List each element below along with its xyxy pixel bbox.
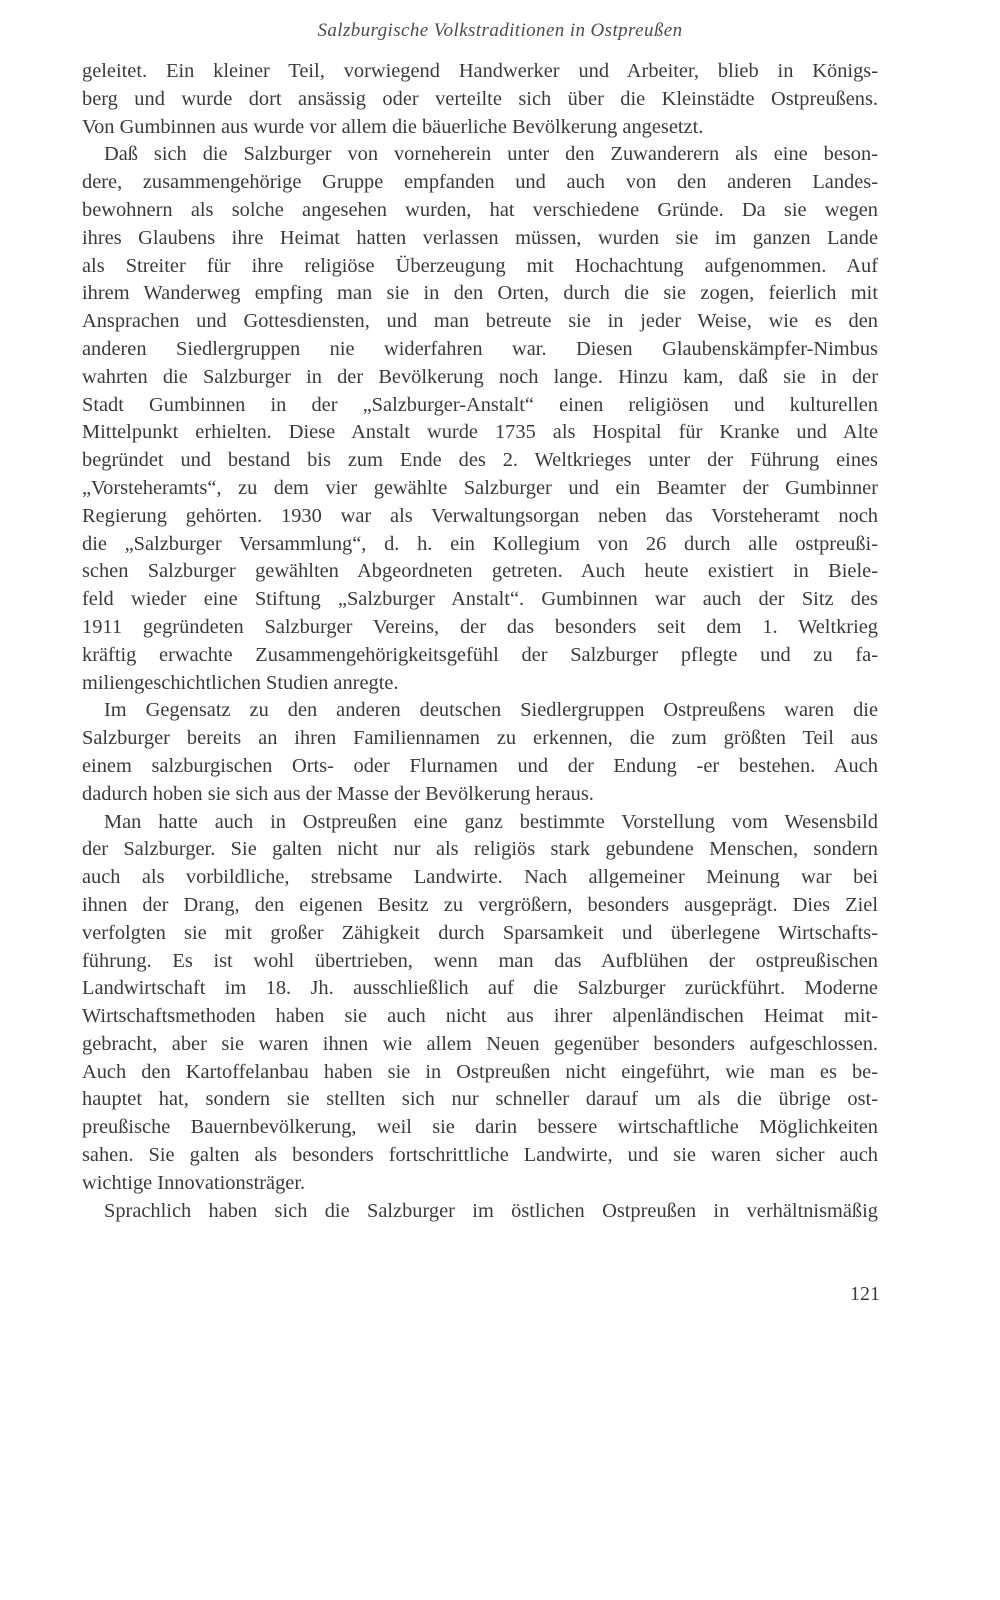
paragraph (82, 809, 878, 1198)
body-text (82, 58, 878, 1225)
paragraph (82, 697, 878, 808)
text-line: anderen Siedlergruppen nie widerfahren war. Diesen Glaubenskämpfer-Nimbus (82, 337, 878, 360)
paragraph (82, 58, 878, 141)
text-line: Wirtschaftsmethoden haben sie auch nicht aus ihrer alpenländischen Heimat mit- (82, 1005, 878, 1028)
text-line: geleitet. Ein kleiner Teil, vorwiegend Handwerker und Arbeiter, blieb in Königs- (82, 60, 878, 82)
text-line: begründet und bestand bis zum Ende des 2. Weltkrieges unter der Führung eines (82, 449, 878, 472)
text-line: ihres Glaubens ihre Heimat hatten verlassen müssen, wurden sie im ganzen Lande (82, 226, 878, 249)
text-line: der Salzburger. Sie galten nicht nur als religiös stark gebundene Menschen, sondern (82, 838, 878, 861)
text-line: Stadt Gumbinnen in der „Salzburger-Anstalt“ einen religiösen und kulturellen (82, 393, 878, 416)
text-line: als Streiter für ihre religiöse Überzeugung mit Hochachtung aufgenommen. Auf (82, 254, 878, 277)
page-number: 121 (850, 1283, 880, 1305)
text-line: feld wieder eine Stiftung „Salzburger Anstalt“. Gumbinnen war auch der Sitz des (82, 588, 878, 611)
text-line: Von Gumbinnen aus wurde vor allem die bäuerliche Bevölkerung angesetzt. (82, 115, 704, 138)
text-line: Mittelpunkt erhielten. Diese Anstalt wurde 1735 als Hospital für Kranke und Alte (82, 421, 878, 444)
text-line: dadurch hoben sie sich aus der Masse der Bevölkerung heraus. (82, 782, 594, 805)
text-line: auch als vorbildliche, strebsame Landwirte. Nach allgemeiner Meinung war bei (82, 866, 878, 889)
text-line: Ansprachen und Gottesdiensten, und man betreute sie in jeder Weise, wie es den (82, 310, 878, 333)
text-line: Im Gegensatz zu den anderen deutschen Siedlergruppen Ostpreußens waren die (104, 699, 878, 722)
text-line: führung. Es ist wohl übertrieben, wenn man das Aufblühen der ostpreußischen (82, 949, 878, 972)
text-line: ihrem Wanderweg empfing man sie in den Orten, durch die sie zogen, feierlich mit (82, 282, 878, 305)
text-line: verfolgten sie mit großer Zähigkeit durch Sparsamkeit und überlegene Wirtschafts- (82, 921, 878, 944)
running-head: Salzburgische Volkstraditionen in Ostpreußen (317, 20, 683, 41)
text-line: kräftig erwachte Zusammengehörigkeitsgefühl der Salzburger pflegte und zu fa- (82, 643, 878, 666)
text-line: wichtige Innovationsträger. (82, 1171, 306, 1194)
text-line: wahrten die Salzburger in der Bevölkerung noch lange. Hinzu kam, daß sie in der (82, 365, 878, 388)
text-line: Auch den Kartoffelanbau haben sie in Ostpreußen nicht eingeführt, wie man es be- (82, 1060, 878, 1083)
text-line: schen Salzburger gewählten Abgeordneten getreten. Auch heute existiert in Biele- (82, 560, 878, 583)
text-line: „Vorsteheramts“, zu dem vier gewählte Salzburger und ein Beamter der Gumbinner (82, 476, 878, 499)
text-line: die „Salzburger Versammlung“, d. h. ein Kollegium von 26 durch alle ostpreußi- (82, 532, 878, 555)
text-line: Landwirtschaft im 18. Jh. ausschließlich auf die Salzburger zurückführt. Moderne (82, 977, 878, 1000)
text-line: sahen. Sie galten als besonders fortschrittliche Landwirte, und sie waren sicher auch (82, 1144, 878, 1167)
paragraph (82, 141, 878, 697)
text-line: ihnen der Drang, den eigenen Besitz zu vergrößern, besonders ausgeprägt. Dies Ziel (82, 893, 878, 916)
text-line: dere, zusammengehörige Gruppe empfanden und auch von den anderen Landes- (82, 171, 878, 194)
text-line: berg und wurde dort ansässig oder verteilte sich über die Kleinstädte Ostpreußens. (82, 87, 878, 110)
text-line: bewohnern als solche angesehen wurden, hat verschiedene Gründe. Da sie wegen (82, 198, 878, 221)
text-line: Man hatte auch in Ostpreußen eine ganz bestimmte Vorstellung vom Wesensbild (104, 810, 878, 833)
text-line: miliengeschichtlichen Studien anregte. (82, 671, 399, 694)
text-line: Salzburger bereits an ihren Familiennamen zu erkennen, die zum größten Teil aus (82, 727, 878, 750)
text-line: Daß sich die Salzburger von vorneherein unter den Zuwanderern als eine beson- (104, 143, 878, 166)
text-line: gebracht, aber sie waren ihnen wie allem Neuen gegenüber besonders aufgeschlossen. (82, 1032, 878, 1055)
paragraph (82, 1198, 878, 1226)
text-line: preußische Bauernbevölkerung, weil sie darin bessere wirtschaftliche Möglichkeiten (82, 1116, 878, 1139)
text-line: hauptet hat, sondern sie stellten sich nur schneller darauf um als die übrige ost- (82, 1088, 878, 1111)
text-line: 1911 gegründeten Salzburger Vereins, der das besonders seit dem 1. Weltkrieg (82, 615, 878, 638)
text-line: Sprachlich haben sich die Salzburger im östlichen Ostpreußen in verhältnismäßig (104, 1199, 878, 1222)
text-line: einem salzburgischen Orts- oder Flurnamen und der Endung -er bestehen. Auch (82, 754, 878, 777)
text-line: Regierung gehörten. 1930 war als Verwaltungsorgan neben das Vorsteheramt noch (82, 504, 878, 527)
